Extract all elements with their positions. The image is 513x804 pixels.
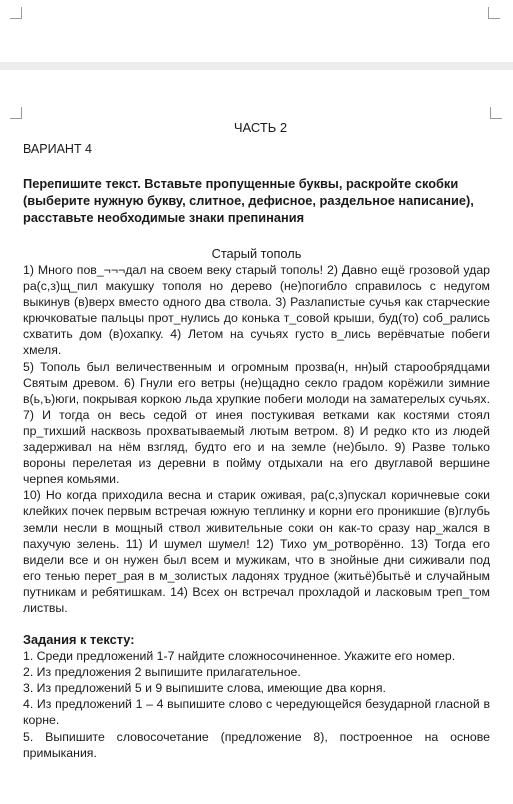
tasks-heading: Задания к тексту:	[23, 632, 135, 648]
task-item: 3. Из предложений 5 и 9 выпишите слова, имеющие два корня.	[23, 681, 386, 696]
previous-page-bottom	[0, 0, 513, 62]
page-corner-mark	[490, 107, 502, 119]
text-title: Старый тополь	[211, 246, 302, 261]
page-separator	[0, 62, 513, 70]
text-paragraph: 10) Но когда приходила весна и старик оживая, ра(с,з)пускал коричневые соки клейких почек первым встречая южную теплинку и корни его проникшие (в)глубь земли несли в мощный ствол живительные соки он как-то сразу нар_жался в пахучую зелень. 11) И шумел шумел! 12) Тихо ум_ротворённо. 13) Тогда его видели все и он нужен был всем и мужикам, что в знойные дни сиживали под его тенью перет_рая в м_золистых ладонях трудное (житьё)бытьё и случайным путникам и ребятишкам. 14) Всех он встречал прохладой и ласковым треп_том листвы.	[23, 488, 490, 615]
task-item: 4. Из предложений 1 – 4 выпишите слово с чередующейся безударной гласной в корне.	[23, 697, 490, 728]
task-item: 5. Выпишите словосочетание (предложение 8), построенное на основе примыкания.	[23, 729, 490, 760]
variant-heading: ВАРИАНТ 4	[23, 142, 93, 156]
page-corner-mark	[488, 7, 500, 19]
task-item: 2. Из предложения 2 выпишите прилагательное.	[23, 665, 301, 680]
document-content	[23, 120, 490, 761]
task-instruction: Перепишите текст. Вставьте пропущенные буквы, раскройте скобки (выберите нужную букву, слитное, дефисное, раздельное написание), расставьте необходимые знаки препинания	[23, 176, 474, 225]
page-corner-mark	[10, 7, 22, 19]
task-item: 1. Среди предложений 1-7 найдите сложносочиненное. Укажите его номер.	[23, 649, 456, 664]
part-heading: ЧАСТЬ 2	[233, 120, 288, 135]
tasks-section	[23, 631, 490, 761]
text-paragraph: 1) Много пов_¬¬¬дал на своем веку старый тополь! 2) Давно ещё грозовой удар ра(с,з)щ_пил макушку тополя но дерево (не)погибло справилось с недугом выкинув (в)верх вместо одного два ствола. 3) Разлапистые сучья как старческие крючковатые пальцы прот_нулись до конька т_совой крыши, буд(то) соб_рались схватить дом (в)охапку. 4) Летом на сучьях густо в_лись верёвчатые побеги хмеля.	[23, 263, 490, 358]
text-paragraph: 5) Тополь был величественным и огромным прозва(н, нн)ый старообрядцами Святым древом. 6) Гнули его ветры (не)щадно секло градом корёжили зимние в(ь,ъ)юги, покрывая коркою льда хрупкие побеги молоди на заматерелых сучьях. 7) И тогда он весь седой от инея постукивая ветками как костями стоял пр_тихший насквозь прохватываемый лютым ветром. 8) И редко кто из людей задерживал на нём взгляд, будто его и на земле (не)было. 9) Разве только вороны перелетая из деревни в пойму отдыхали на его двуглавой вершине черneя комьями.	[23, 359, 490, 487]
page-corner-mark	[10, 107, 22, 119]
